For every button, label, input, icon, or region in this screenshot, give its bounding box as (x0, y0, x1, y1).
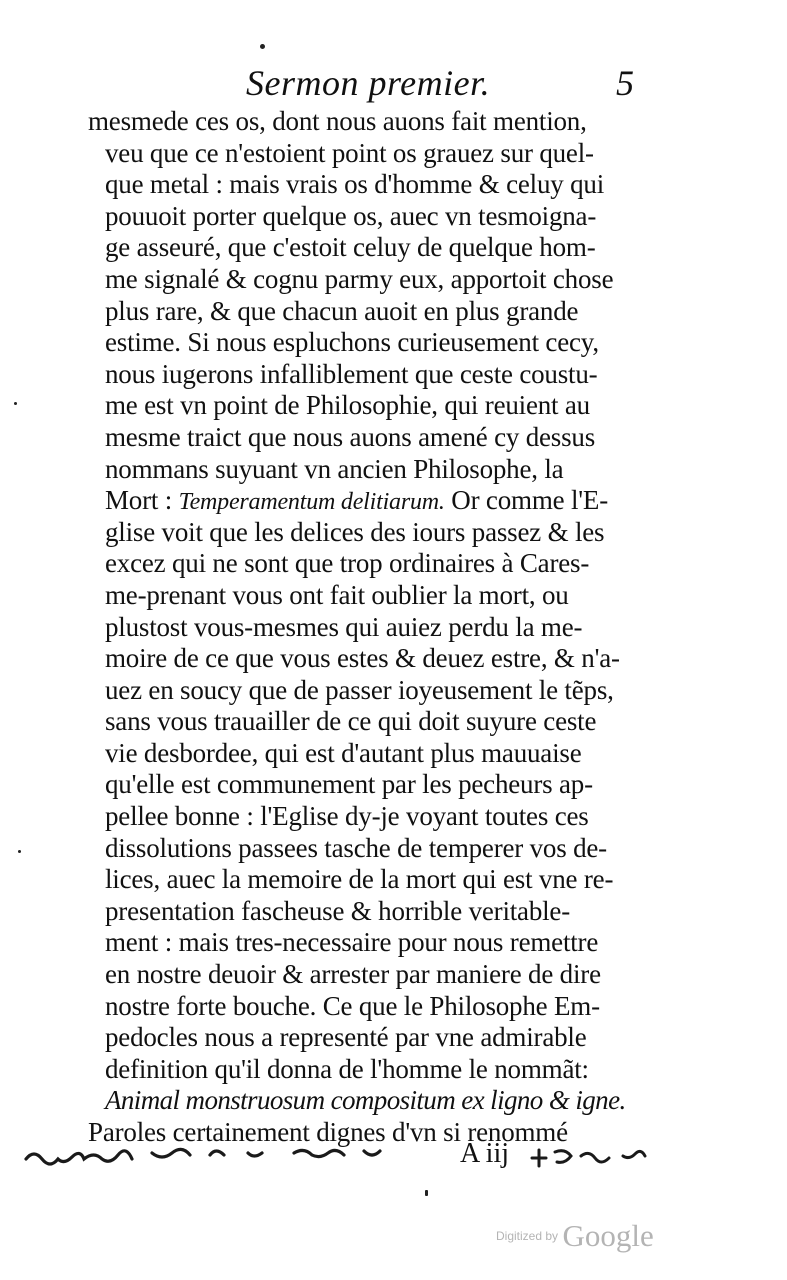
text-line: definition qu'il donna de l'homme le nommãt: (105, 1053, 589, 1084)
latin-quote-line: Animal monstruosum compositum ex ligno & igne. (105, 1085, 626, 1116)
google-logo: Google (562, 1218, 654, 1253)
text-line: nommans suyuant vn ancien Philosophe, la (105, 453, 564, 484)
text-line: me-prenant vous ont fait oublier la mort, ou (105, 579, 569, 610)
ink-speck (425, 1190, 428, 1196)
ink-speck (14, 402, 17, 405)
text-line: estime. Si nous espluchons curieusement cecy, (105, 327, 599, 358)
page-number: 5 (616, 63, 634, 103)
text-line: sans vous trauailler de ce qui doit suyure ceste (105, 706, 597, 737)
text-line: pellee bonne : l'Eglise dy-je voyant toutes ces (105, 801, 589, 832)
text-line: nostre forte bouche. Ce que le Philosophe Em- (105, 990, 600, 1021)
text-line: lices, auec la memoire de la mort qui est vne re- (105, 864, 614, 895)
text-run: Mort : (105, 485, 173, 516)
handwritten-scribble (22, 1144, 452, 1174)
text-line: plus rare, & que chacun auoit en plus grande (105, 295, 579, 326)
text-line: ge asseuré, que c'estoit celuy de quelque hom- (105, 232, 596, 263)
text-run: Or comme l'E- (451, 485, 609, 516)
text-line: vie desbordee, qui est d'autant plus mauuaise (105, 737, 582, 768)
text-line: nous iugerons infalliblement que ceste coustu- (105, 358, 598, 389)
text-line: glise voit que les delices des iours passez & les (105, 516, 605, 547)
signature-mark: A iij (460, 1138, 510, 1169)
text-line: moire de ce que vous estes & deuez estre, & n'a- (105, 643, 620, 674)
text-line-mixed (88, 485, 634, 517)
text-line: veu que ce n'estoient point os grauez sur quel- (105, 137, 594, 168)
text-line: me est vn point de Philosophie, qui reuient au (105, 390, 590, 421)
digitized-by-google-watermark (496, 1218, 654, 1254)
body-text (88, 106, 634, 1149)
text-line: dissolutions passees tasche de temperer vos de- (105, 832, 607, 863)
text-line: ment : mais tres-necessaire pour nous remettre (105, 927, 599, 958)
running-head (88, 62, 634, 110)
text-line: mesme traict que nous auons amené cy dessus (105, 421, 596, 452)
text-line: pouuoit porter quelque os, auec vn tesmoigna- (105, 200, 597, 231)
text-line: en nostre deuoir & arrester par maniere de dire (105, 959, 601, 990)
text-line: plustost vous-mesmes qui auiez perdu la me- (105, 611, 583, 642)
watermark-label: Digitized by (496, 1229, 559, 1243)
text-line: excez qui ne sont que trop ordinaires à Cares- (105, 548, 590, 579)
footer-signature-row (22, 1138, 682, 1178)
text-line: que metal : mais vrais os d'homme & celuy qui (105, 169, 605, 200)
text-line: mesmede ces os, dont nous auons fait mention, (88, 106, 587, 136)
text-line: presentation fascheuse & horrible veritable- (105, 895, 571, 926)
running-title: Sermon premier. (246, 63, 491, 103)
text-line: me signalé & cognu parmy eux, apportoit chose (105, 263, 614, 294)
text-line: pedocles nous a representé par vne admirable (105, 1022, 587, 1053)
latin-quote: Temperamentum delitiarum. (178, 489, 445, 516)
text-line: uez en soucy que de passer ioyeusement le tẽps, (105, 674, 614, 705)
text-line: Paroles certainement dignes d'vn si renommé (88, 1117, 568, 1147)
text-line: qu'elle est communement par les pecheurs ap- (105, 769, 593, 800)
handwritten-scribble (528, 1142, 678, 1172)
ink-speck (18, 850, 21, 853)
ink-speck (260, 44, 265, 49)
